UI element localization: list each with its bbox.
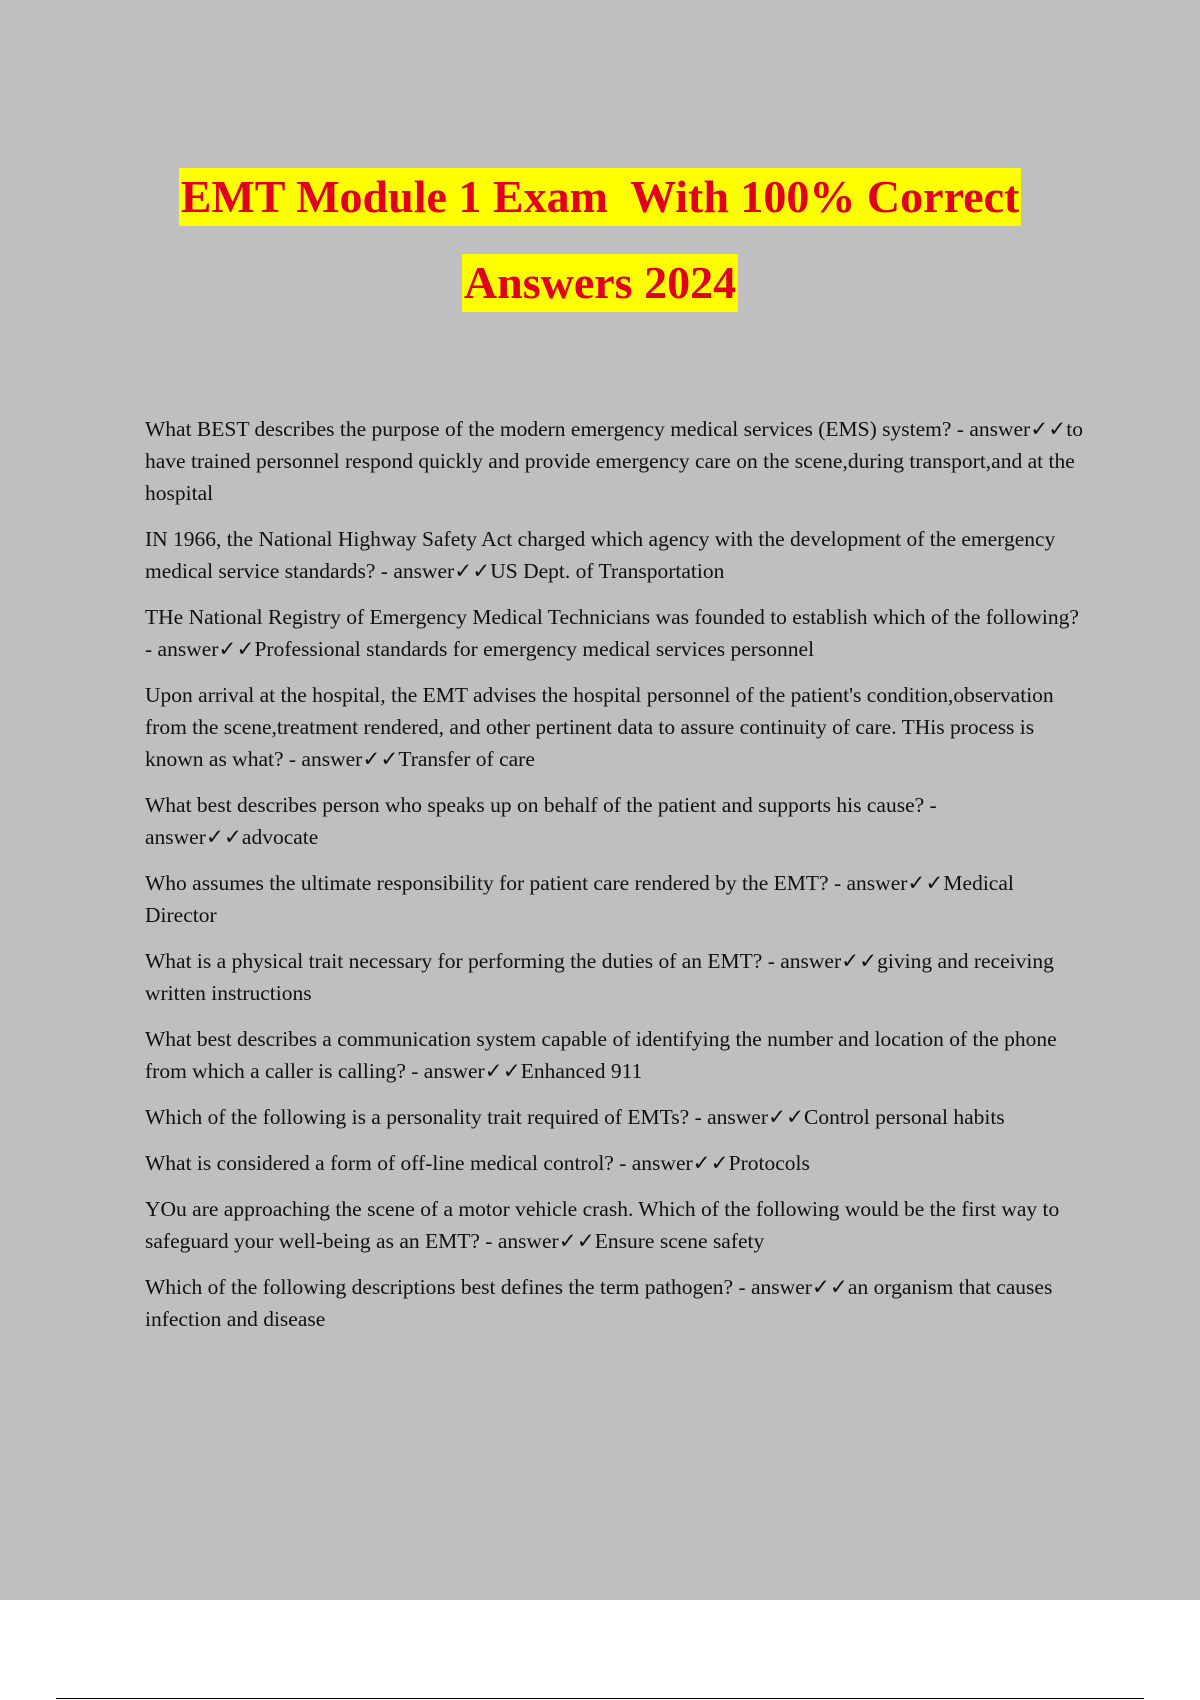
qa-item: What is a physical trait necessary for performing the duties of an EMT? - answer✓✓giving and receiving written instructions — [145, 949, 1054, 1005]
qa-item: Which of the following is a personality trait required of EMTs? - answer✓✓Control personal habits — [145, 1105, 1005, 1129]
title-line-2: Answers 2024 — [462, 254, 738, 312]
qa-item: What is considered a form of off-line medical control? - answer✓✓Protocols — [145, 1151, 810, 1175]
document-title — [0, 168, 1200, 312]
qa-item: Upon arrival at the hospital, the EMT advises the hospital personnel of the patient's condition,observation from the scene,treatment rendered, and other pertinent data to assure continuity of care. THis process is known as what? - answer✓✓Transfer of care — [145, 683, 1054, 771]
qa-item: What best describes a communication system capable of identifying the number and location of the phone from which a caller is calling? - answer✓✓Enhanced 911 — [145, 1027, 1057, 1083]
question-answer-list — [145, 413, 1090, 1349]
title-line-1: EMT Module 1 Exam With 100% Correct — [179, 168, 1022, 226]
qa-item: What best describes person who speaks up on behalf of the patient and supports his cause? - answer✓✓advocate — [145, 793, 937, 849]
qa-item: THe National Registry of Emergency Medical Technicians was founded to establish which of the following? - answer✓✓Professional standards for emergency medical services personnel — [145, 605, 1079, 661]
qa-item: What BEST describes the purpose of the modern emergency medical services (EMS) system? - answer✓✓to have trained personnel respond quickly and provide emergency care on the scene,during transport,and at the hospital — [145, 417, 1083, 505]
qa-item: Who assumes the ultimate responsibility for patient care rendered by the EMT? - answer✓✓Medical Director — [145, 871, 1014, 927]
footer-divider — [56, 1698, 1144, 1699]
qa-item: Which of the following descriptions best defines the term pathogen? - answer✓✓an organism that causes infection and disease — [145, 1275, 1053, 1331]
qa-item: YOu are approaching the scene of a motor vehicle crash. Which of the following would be the first way to safeguard your well-being as an EMT? - answer✓✓Ensure scene safety — [145, 1197, 1060, 1253]
qa-item: IN 1966, the National Highway Safety Act charged which agency with the development of the emergency medical service standards? - answer✓✓US Dept. of Transportation — [145, 527, 1056, 583]
